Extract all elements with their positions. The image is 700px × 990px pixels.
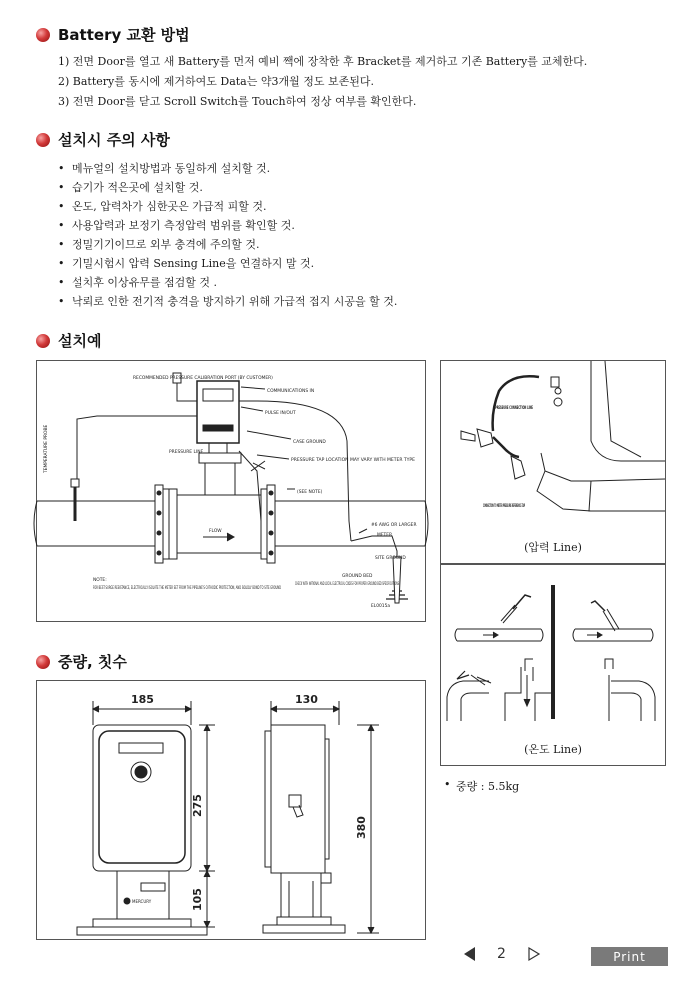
- caution-text: 낙뢰로 인한 전기적 충격을 방지하기 위해 가급적 접지 시공을 할 것.: [72, 295, 398, 308]
- weight-section-title: 중량, 칫수: [58, 653, 127, 671]
- bullet-dot: •: [58, 219, 65, 232]
- battery-section-header: [36, 24, 190, 45]
- bullet-dot: •: [58, 238, 65, 251]
- caution-item: [58, 273, 397, 292]
- weight-note: [444, 778, 519, 794]
- red-ball-icon: [36, 28, 50, 42]
- caution-text: 사용압력과 보정기 측정압력 범위를 확인할 것.: [72, 219, 295, 232]
- caution-text: 설치후 이상유무를 점검할 것 .: [72, 276, 217, 289]
- caution-item: [58, 216, 397, 235]
- label-conn-line: PRESSURE CONNECTION LINE: [495, 406, 571, 411]
- caution-item: [58, 254, 397, 273]
- battery-step: 1) 전면 Door를 열고 새 Battery를 먼저 예비 짹에 장착한 후 Bracket를 제거하고 기존 Battery를 교체한다.: [58, 55, 588, 68]
- caution-text: 기밀시험시 압력 Sensing Line을 연결하지 말 것.: [72, 257, 315, 270]
- print-button[interactable]: Print: [591, 947, 668, 966]
- label-pressure-tap: PRESSURE TAP LOCATION MAY VARY WITH METER TYPE: [291, 458, 412, 463]
- temp-line-drawing: [441, 565, 665, 733]
- bullet-dot: •: [58, 162, 65, 175]
- label-recommended: RECOMMENDED PRESSURE CALIBRATION PORT (BY CUSTOMER): [133, 376, 273, 381]
- caution-section-header: [36, 129, 170, 150]
- battery-step: 2) Battery를 동시에 제거하여도 Data는 약3개월 정도 보존된다.: [58, 75, 374, 88]
- dim-height-total: 380: [355, 816, 368, 839]
- label-pressure-line: PRESSURE LINE: [169, 450, 204, 455]
- caution-item: [58, 178, 397, 197]
- battery-step: 3) 전면 Door를 닫고 Scroll Switch를 Touch하여 정상 여부를 확인한다.: [58, 95, 417, 108]
- page-number: 2: [497, 946, 506, 962]
- battery-section-title: Battery 교환 방법: [58, 26, 190, 44]
- next-page-icon[interactable]: [528, 947, 540, 961]
- red-ball-icon: [36, 133, 50, 147]
- installation-diagram: [36, 360, 517, 622]
- bullet-dot: •: [58, 257, 65, 270]
- caution-item: [58, 159, 397, 178]
- caution-item: [58, 292, 397, 311]
- weight-section-header: [36, 651, 127, 672]
- pressure-line-panel: [440, 360, 666, 564]
- dimension-drawing-box: [36, 680, 426, 940]
- install-section-title: 설치예: [58, 332, 102, 350]
- install-section-header: [36, 330, 101, 351]
- caution-text: 정밀기기이므로 외부 충격에 주의할 것.: [72, 238, 260, 251]
- red-ball-icon: [36, 655, 50, 669]
- caution-text: 습기가 적은곳에 설치할 것.: [72, 181, 203, 194]
- pager: [464, 946, 540, 962]
- bullet-dot: •: [444, 778, 451, 791]
- label-code: EL0015a: [371, 604, 391, 609]
- label-case-ground: CASE GROUND: [293, 440, 326, 445]
- pressure-line-caption: (압력 Line): [524, 541, 582, 554]
- label-note: NOTE:: [93, 578, 107, 583]
- caution-item: [58, 235, 397, 254]
- temp-line-panel: [440, 564, 666, 766]
- label-see-note: (SEE NOTE): [297, 490, 323, 495]
- label-ground-bed: GROUND BED: [342, 574, 373, 579]
- prev-page-icon[interactable]: [464, 947, 475, 961]
- label-note-text: FOR BEST SURGE RESISTANCE, ELECTRICALLY ISOLATE THE METER SET FROM THE PIPELINE'S CATHODIC PROTECTION, AND SOLIDLY BOND TO SITE GROUND: [93, 586, 439, 591]
- dim-width-side: 130: [295, 693, 318, 706]
- bullet-dot: •: [58, 200, 65, 213]
- red-ball-icon: [36, 334, 50, 348]
- installation-drawing: [37, 361, 517, 621]
- caution-text: 메뉴얼의 설치방법과 동일하게 설치할 것.: [72, 162, 271, 175]
- label-temp-probe: TEMPERATURE PROBE: [44, 424, 49, 473]
- dim-height-body: 275: [191, 794, 204, 817]
- label-comm: COMMUNICATIONS IN: [267, 389, 315, 394]
- logo-text: MERCURY: [132, 899, 152, 904]
- pressure-line-drawing: [441, 361, 665, 531]
- dim-width-front: 185: [131, 693, 154, 706]
- caution-list: [58, 159, 397, 311]
- label-check-text: CHECK WITH NATIONAL AND LOCAL ELECTRICAL CODES FOR PROPER GROUND BED SPECIFICATIONS: [295, 582, 517, 587]
- battery-steps: [58, 52, 587, 112]
- weight-text: 중량 : 5.5kg: [456, 780, 520, 793]
- bullet-dot: •: [58, 276, 65, 289]
- bullet-dot: •: [58, 181, 65, 194]
- label-flow: FLOW: [209, 529, 222, 534]
- dimension-drawing: [37, 681, 425, 939]
- label-site-ground: SITE GROUND: [375, 556, 406, 561]
- label-meter: METER: [377, 533, 393, 538]
- label-conn-meter: CONNECTION TO METER PRESSURE REFERENCE TAP: [483, 504, 617, 509]
- label-pulse: PULSE IN/OUT: [265, 411, 296, 416]
- dim-height-base: 105: [191, 888, 204, 911]
- caution-item: [58, 197, 397, 216]
- bullet-dot: •: [58, 295, 65, 308]
- label-awg: #6 AWG OR LARGER: [371, 523, 417, 528]
- temp-line-caption: (온도 Line): [524, 743, 582, 756]
- caution-text: 온도, 압력차가 심한곳은 가급적 피할 것.: [72, 200, 267, 213]
- caution-section-title: 설치시 주의 사항: [58, 131, 170, 149]
